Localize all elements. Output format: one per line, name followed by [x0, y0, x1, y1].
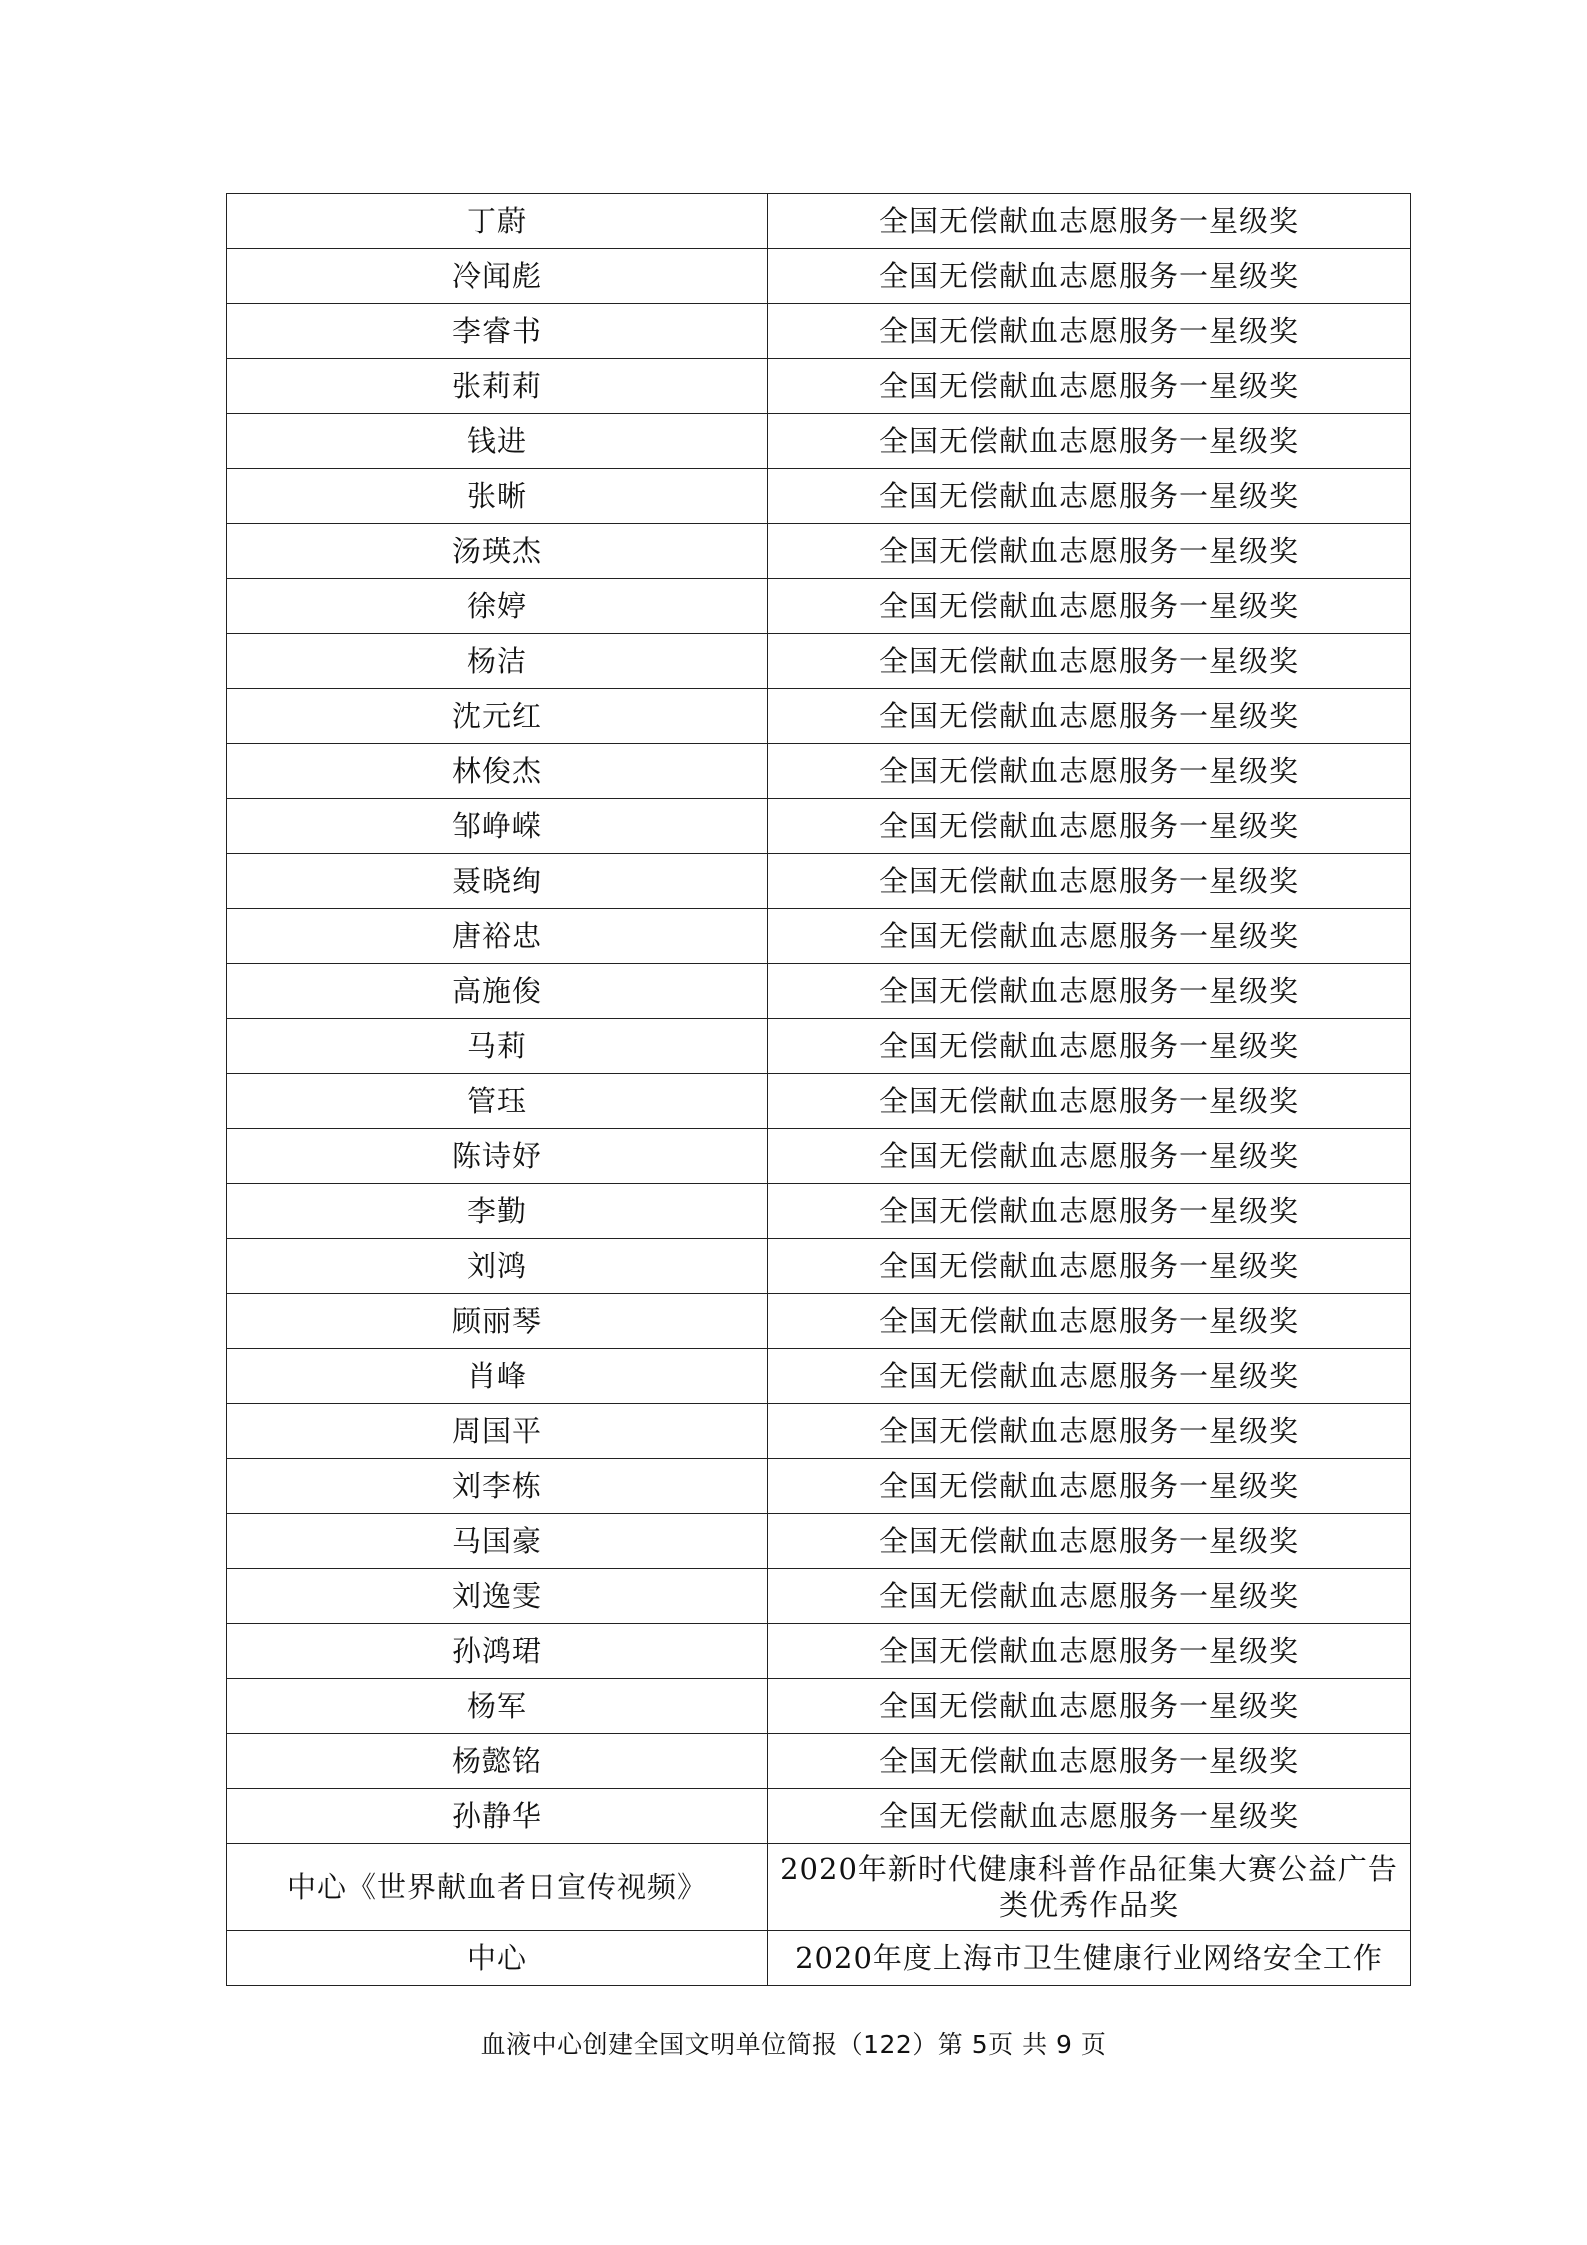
recipient-cell: 马莉 — [227, 1019, 768, 1074]
recipient-cell: 陈诗妤 — [227, 1129, 768, 1184]
recipient-cell: 肖峰 — [227, 1349, 768, 1404]
table-row — [227, 744, 1411, 799]
recipient-cell: 刘李栋 — [227, 1459, 768, 1514]
recipient-cell: 林俊杰 — [227, 744, 768, 799]
recipient-cell: 丁蔚 — [227, 194, 768, 249]
award-cell: 全国无偿献血志愿服务一星级奖 — [768, 1459, 1411, 1514]
recipient-cell: 高施俊 — [227, 964, 768, 1019]
award-cell: 全国无偿献血志愿服务一星级奖 — [768, 194, 1411, 249]
award-cell: 全国无偿献血志愿服务一星级奖 — [768, 469, 1411, 524]
recipient-cell: 孙鸿珺 — [227, 1624, 768, 1679]
table-row — [227, 1459, 1411, 1514]
recipient-cell: 汤瑛杰 — [227, 524, 768, 579]
award-cell: 全国无偿献血志愿服务一星级奖 — [768, 359, 1411, 414]
table-row — [227, 634, 1411, 689]
table-row — [227, 909, 1411, 964]
table-row — [227, 1844, 1411, 1931]
table-row — [227, 359, 1411, 414]
recipient-cell: 冷闻彪 — [227, 249, 768, 304]
recipient-cell: 杨军 — [227, 1679, 768, 1734]
table-row — [227, 414, 1411, 469]
table-row — [227, 964, 1411, 1019]
award-cell: 全国无偿献血志愿服务一星级奖 — [768, 414, 1411, 469]
table-row — [227, 1294, 1411, 1349]
award-cell: 全国无偿献血志愿服务一星级奖 — [768, 249, 1411, 304]
recipient-cell: 杨懿铭 — [227, 1734, 768, 1789]
award-cell: 全国无偿献血志愿服务一星级奖 — [768, 1679, 1411, 1734]
recipient-cell: 徐婷 — [227, 579, 768, 634]
award-cell: 全国无偿献血志愿服务一星级奖 — [768, 304, 1411, 359]
award-cell: 全国无偿献血志愿服务一星级奖 — [768, 1129, 1411, 1184]
table-row — [227, 1789, 1411, 1844]
table-row — [227, 1569, 1411, 1624]
award-cell: 全国无偿献血志愿服务一星级奖 — [768, 744, 1411, 799]
table-row — [227, 1019, 1411, 1074]
recipient-cell: 中心 — [227, 1931, 768, 1986]
table-row — [227, 194, 1411, 249]
recipient-cell: 马国豪 — [227, 1514, 768, 1569]
table-row — [227, 249, 1411, 304]
recipient-cell: 管珏 — [227, 1074, 768, 1129]
table-row — [227, 524, 1411, 579]
award-cell: 全国无偿献血志愿服务一星级奖 — [768, 1019, 1411, 1074]
table-row — [227, 469, 1411, 524]
recipient-cell: 顾丽琴 — [227, 1294, 768, 1349]
table-row — [227, 1931, 1411, 1986]
recipient-cell: 李睿书 — [227, 304, 768, 359]
recipient-cell: 杨洁 — [227, 634, 768, 689]
page-footer: 血液中心创建全国文明单位简报（122）第 5页 共 9 页 — [480, 2030, 1107, 2059]
awards-table-body — [227, 194, 1411, 1986]
table-row — [227, 1074, 1411, 1129]
recipient-cell: 刘逸雯 — [227, 1569, 768, 1624]
table-row — [227, 579, 1411, 634]
table-row — [227, 1404, 1411, 1459]
recipient-cell: 张莉莉 — [227, 359, 768, 414]
award-cell: 全国无偿献血志愿服务一星级奖 — [768, 1294, 1411, 1349]
award-cell: 全国无偿献血志愿服务一星级奖 — [768, 634, 1411, 689]
award-cell: 全国无偿献血志愿服务一星级奖 — [768, 854, 1411, 909]
award-cell: 全国无偿献血志愿服务一星级奖 — [768, 1184, 1411, 1239]
awards-table — [226, 193, 1411, 1986]
award-cell: 全国无偿献血志愿服务一星级奖 — [768, 799, 1411, 854]
recipient-cell: 沈元红 — [227, 689, 768, 744]
table-row — [227, 1349, 1411, 1404]
recipient-cell: 刘鸿 — [227, 1239, 768, 1294]
recipient-cell: 孙静华 — [227, 1789, 768, 1844]
recipient-cell: 邹峥嵘 — [227, 799, 768, 854]
recipient-cell: 唐裕忠 — [227, 909, 768, 964]
award-cell: 全国无偿献血志愿服务一星级奖 — [768, 1734, 1411, 1789]
table-row — [227, 304, 1411, 359]
award-cell: 全国无偿献血志愿服务一星级奖 — [768, 579, 1411, 634]
recipient-cell: 钱进 — [227, 414, 768, 469]
recipient-cell: 聂晓绚 — [227, 854, 768, 909]
award-cell: 全国无偿献血志愿服务一星级奖 — [768, 1624, 1411, 1679]
table-row — [227, 1679, 1411, 1734]
recipient-cell: 李勤 — [227, 1184, 768, 1239]
recipient-cell: 张晰 — [227, 469, 768, 524]
award-cell: 全国无偿献血志愿服务一星级奖 — [768, 1349, 1411, 1404]
table-row — [227, 689, 1411, 744]
award-cell: 全国无偿献血志愿服务一星级奖 — [768, 1074, 1411, 1129]
table-row — [227, 1734, 1411, 1789]
table-row — [227, 1624, 1411, 1679]
award-cell: 2020年度上海市卫生健康行业网络安全工作 — [768, 1931, 1411, 1986]
award-cell: 全国无偿献血志愿服务一星级奖 — [768, 1789, 1411, 1844]
award-cell: 全国无偿献血志愿服务一星级奖 — [768, 1569, 1411, 1624]
table-row — [227, 1184, 1411, 1239]
recipient-cell: 中心《世界献血者日宣传视频》 — [227, 1844, 768, 1931]
award-cell: 全国无偿献血志愿服务一星级奖 — [768, 909, 1411, 964]
award-cell: 全国无偿献血志愿服务一星级奖 — [768, 1239, 1411, 1294]
award-cell: 全国无偿献血志愿服务一星级奖 — [768, 524, 1411, 579]
table-row — [227, 854, 1411, 909]
table-row — [227, 1514, 1411, 1569]
award-cell: 全国无偿献血志愿服务一星级奖 — [768, 964, 1411, 1019]
table-row — [227, 1129, 1411, 1184]
award-cell: 全国无偿献血志愿服务一星级奖 — [768, 689, 1411, 744]
award-cell: 2020年新时代健康科普作品征集大赛公益广告类优秀作品奖 — [768, 1844, 1411, 1931]
recipient-cell: 周国平 — [227, 1404, 768, 1459]
table-row — [227, 1239, 1411, 1294]
award-cell: 全国无偿献血志愿服务一星级奖 — [768, 1514, 1411, 1569]
table-row — [227, 799, 1411, 854]
award-cell: 全国无偿献血志愿服务一星级奖 — [768, 1404, 1411, 1459]
